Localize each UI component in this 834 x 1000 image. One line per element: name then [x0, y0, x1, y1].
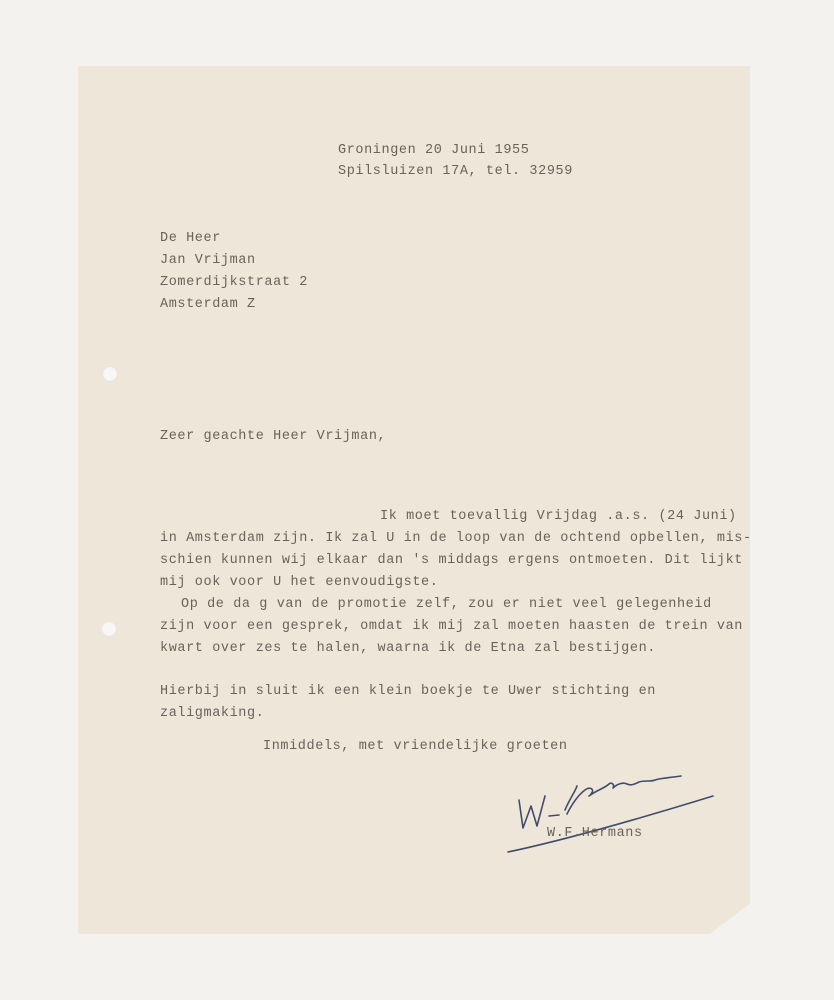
recipient-line-3: Zomerdijkstraat 2 — [160, 275, 308, 290]
punch-hole-lower — [101, 621, 117, 637]
handwritten-signature — [505, 770, 720, 860]
body-line: Ik moet toevallig Vrijdag .a.s. (24 Juni) — [380, 509, 737, 524]
body-line: mij ook voor U het eenvoudigste. — [160, 575, 439, 590]
closing: Inmiddels, met vriendelijke groeten — [263, 739, 568, 754]
body-line: Op de da g van de promotie zelf, zou er niet veel gelegenheid — [181, 597, 712, 612]
body-line: schien kunnen wij elkaar dan 's middags ergens ontmoeten. Dit lijkt — [160, 553, 743, 568]
body-line: zaligmaking. — [160, 706, 265, 721]
body-line: in Amsterdam zijn. Ik zal U in de loop van de ochtend opbellen, mis- — [160, 531, 752, 546]
body-line: zijn voor een gesprek, omdat ik mij zal moeten haasten de trein van — [160, 619, 743, 634]
typed-signature: W.F.Hermans — [547, 826, 643, 841]
salutation: Zeer geachte Heer Vrijman, — [160, 429, 387, 444]
recipient-line-1: De Heer — [160, 231, 221, 246]
punch-hole-upper — [102, 366, 118, 382]
recipient-line-4: Amsterdam Z — [160, 297, 256, 312]
place-date: Groningen 20 Juni 1955 — [338, 143, 530, 158]
sender-address: Spilsluizen 17A, tel. 32959 — [338, 164, 573, 179]
body-line: kwart over zes te halen, waarna ik de Etna zal bestijgen. — [160, 641, 656, 656]
recipient-line-2: Jan Vrijman — [160, 253, 256, 268]
body-line: Hierbij in sluit ik een klein boekje te Uwer stichting en — [160, 684, 656, 699]
